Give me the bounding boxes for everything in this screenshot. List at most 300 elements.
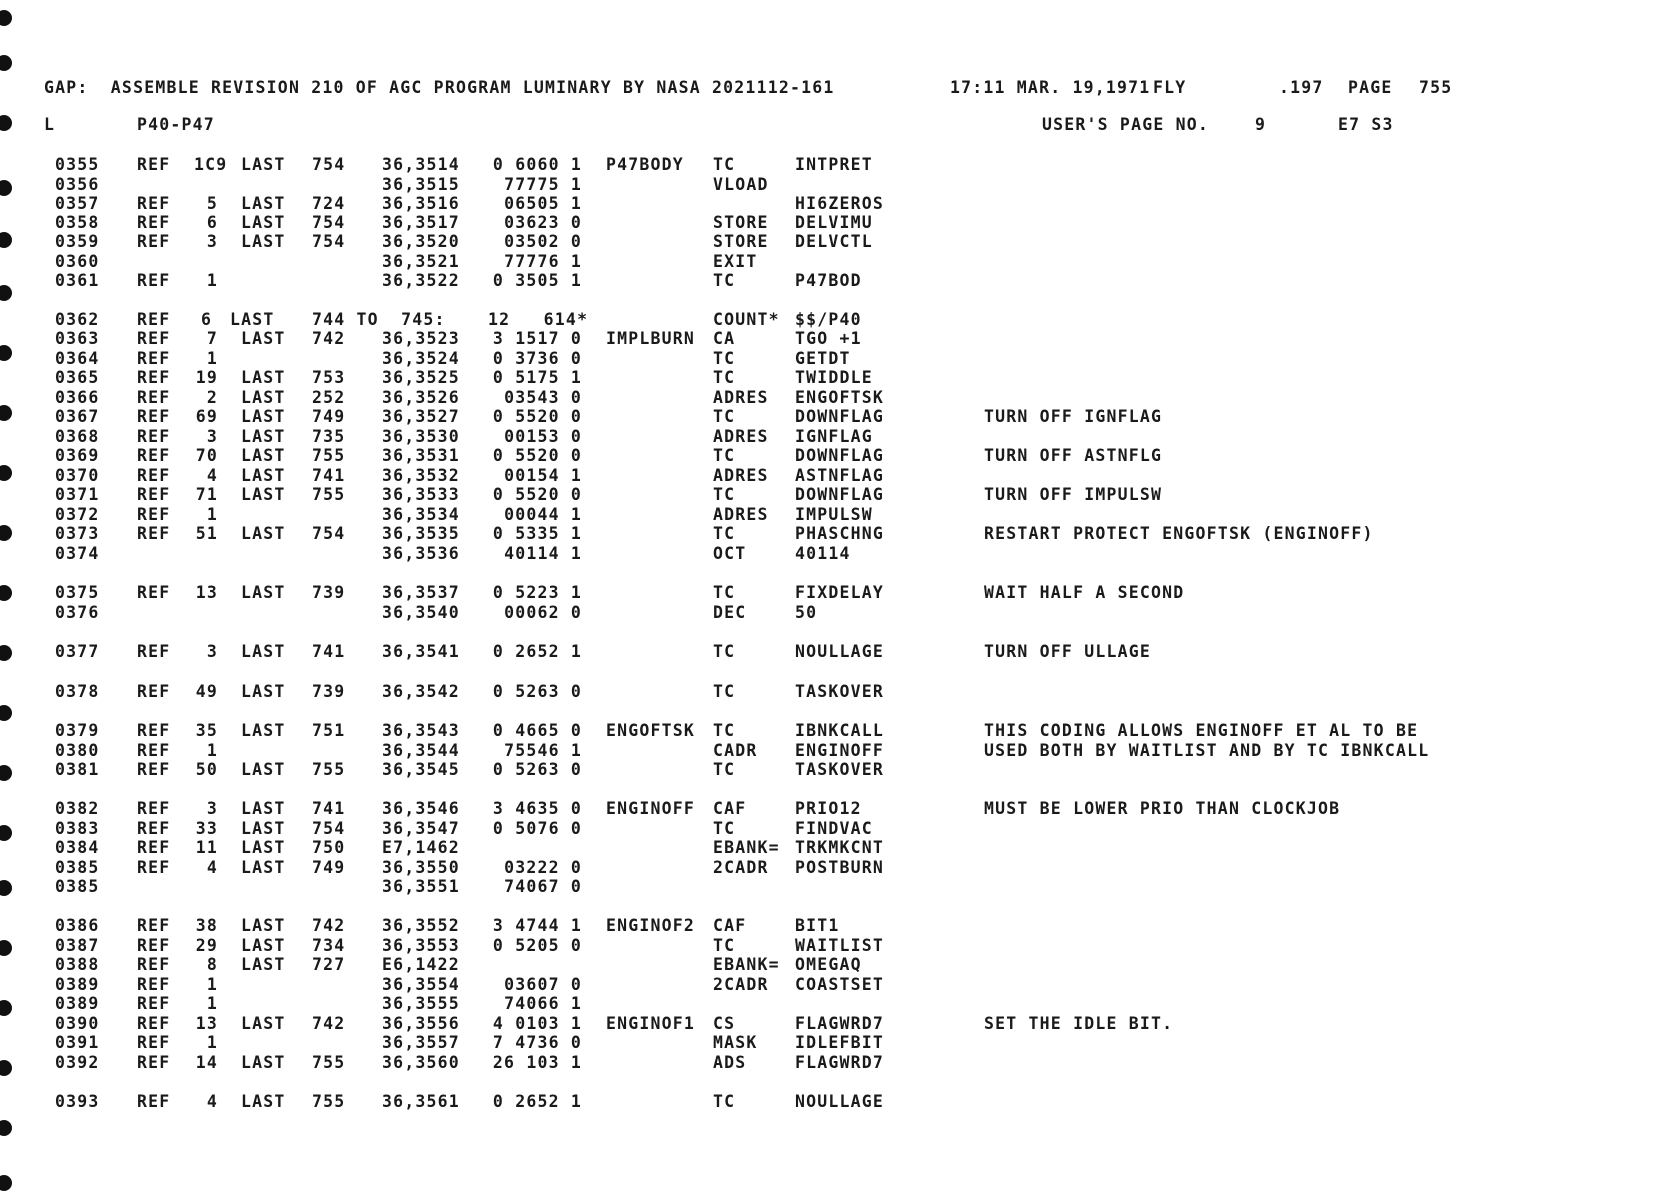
octal-word: 12 614* bbox=[488, 310, 589, 329]
listing-row bbox=[0, 329, 1660, 348]
line-number: 0355 bbox=[55, 155, 100, 174]
octal-word: 03607 0 bbox=[504, 975, 582, 994]
last-page: 734 bbox=[312, 936, 346, 955]
ref-keyword: REF bbox=[137, 1053, 171, 1072]
last-page: 741 bbox=[312, 466, 346, 485]
line-number: 0382 bbox=[55, 799, 100, 818]
label: P47BODY bbox=[606, 155, 684, 174]
label: ENGINOF1 bbox=[606, 1014, 696, 1033]
listing-row bbox=[0, 175, 1660, 194]
ref-count: 50 bbox=[195, 760, 218, 779]
ref-keyword: REF bbox=[137, 819, 171, 838]
opcode: EXIT bbox=[713, 252, 758, 271]
address: 36,3555 bbox=[382, 994, 460, 1013]
line-number: 0388 bbox=[55, 955, 100, 974]
ref-keyword: REF bbox=[137, 427, 171, 446]
octal-word: 0 5335 1 bbox=[492, 524, 582, 543]
opcode: MASK bbox=[713, 1033, 758, 1052]
ref-count: 4 bbox=[206, 858, 218, 877]
last-keyword: LAST bbox=[241, 524, 286, 543]
octal-word: 77775 1 bbox=[504, 175, 582, 194]
ref-keyword: REF bbox=[137, 760, 171, 779]
ref-keyword: REF bbox=[137, 583, 171, 602]
ref-count: 1 bbox=[206, 994, 218, 1013]
address: 36,3553 bbox=[382, 936, 460, 955]
line-number: 0390 bbox=[55, 1014, 100, 1033]
address: 36,3520 bbox=[382, 232, 460, 251]
ref-keyword: REF bbox=[137, 232, 171, 251]
address: 36,3540 bbox=[382, 603, 460, 622]
opcode: STORE bbox=[713, 232, 769, 251]
operand: GETDT bbox=[795, 349, 851, 368]
label: IMPLBURN bbox=[606, 329, 696, 348]
address: 36,3524 bbox=[382, 349, 460, 368]
last-keyword: LAST bbox=[241, 368, 286, 387]
ref-keyword: REF bbox=[137, 916, 171, 935]
last-keyword: LAST bbox=[241, 213, 286, 232]
bank-id: E7 S3 bbox=[1338, 115, 1394, 134]
ref-keyword: REF bbox=[137, 446, 171, 465]
octal-word: 0 3736 0 bbox=[492, 349, 582, 368]
opcode: CADR bbox=[713, 741, 758, 760]
last-keyword: LAST bbox=[241, 155, 286, 174]
operand: IGNFLAG bbox=[795, 427, 873, 446]
address: 36,3515 bbox=[382, 175, 460, 194]
address: 36,3556 bbox=[382, 1014, 460, 1033]
line-number: 0373 bbox=[55, 524, 100, 543]
operand: DELVCTL bbox=[795, 232, 873, 251]
last-keyword: LAST bbox=[241, 955, 286, 974]
operand: DOWNFLAG bbox=[795, 446, 885, 465]
opcode: VLOAD bbox=[713, 175, 769, 194]
last-keyword: LAST bbox=[241, 194, 286, 213]
last-keyword: LAST bbox=[241, 642, 286, 661]
last-keyword: LAST bbox=[241, 760, 286, 779]
opcode: TC bbox=[713, 1092, 736, 1111]
address: 36,3535 bbox=[382, 524, 460, 543]
page-number: 755 bbox=[1419, 78, 1453, 97]
opcode: TC bbox=[713, 524, 736, 543]
last-page: 755 bbox=[312, 485, 346, 504]
ref-keyword: REF bbox=[137, 955, 171, 974]
operand: TASKOVER bbox=[795, 760, 885, 779]
line-number: 0385 bbox=[55, 877, 100, 896]
operand: P47BOD bbox=[795, 271, 862, 290]
last-page: 754 bbox=[312, 819, 346, 838]
last-page: 727 bbox=[312, 955, 346, 974]
line-number: 0359 bbox=[55, 232, 100, 251]
last-page: 750 bbox=[312, 838, 346, 857]
line-number: 0392 bbox=[55, 1053, 100, 1072]
octal-word: 0 5263 0 bbox=[492, 682, 582, 701]
comment: TURN OFF ULLAGE bbox=[984, 642, 1152, 661]
ref-count: 7 bbox=[206, 329, 218, 348]
listing-row bbox=[0, 760, 1660, 779]
line-number: 0372 bbox=[55, 505, 100, 524]
ref-count: 3 bbox=[206, 642, 218, 661]
last-page: 742 bbox=[312, 916, 346, 935]
operand: TWIDDLE bbox=[795, 368, 873, 387]
line-number: 0362 bbox=[55, 310, 100, 329]
last-keyword: LAST bbox=[241, 1092, 286, 1111]
address: 36,3536 bbox=[382, 544, 460, 563]
octal-word: 0 5520 0 bbox=[492, 446, 582, 465]
octal-word: 0 5520 0 bbox=[492, 485, 582, 504]
ref-count: 6 bbox=[201, 310, 213, 329]
opcode: CAF bbox=[713, 916, 747, 935]
opcode: TC bbox=[713, 349, 736, 368]
address: 36,3523 bbox=[382, 329, 460, 348]
address: 36,3530 bbox=[382, 427, 460, 446]
ref-keyword: REF bbox=[137, 524, 171, 543]
address: 36,3557 bbox=[382, 1033, 460, 1052]
ref-keyword: REF bbox=[137, 485, 171, 504]
last-keyword: LAST bbox=[241, 936, 286, 955]
listing-row bbox=[0, 1033, 1660, 1052]
octal-word: 40114 1 bbox=[504, 544, 582, 563]
ref-keyword: REF bbox=[137, 838, 171, 857]
listing-row bbox=[0, 388, 1660, 407]
octal-word: 0 2652 1 bbox=[492, 642, 582, 661]
last-keyword: LAST bbox=[241, 916, 286, 935]
listing-row bbox=[0, 310, 1660, 329]
operand: INTPRET bbox=[795, 155, 873, 174]
users-page-number: 9 bbox=[1255, 115, 1267, 134]
ref-count: 14 bbox=[195, 1053, 218, 1072]
address: 36,3551 bbox=[382, 877, 460, 896]
listing-row bbox=[0, 583, 1660, 602]
octal-word: 3 4635 0 bbox=[492, 799, 582, 818]
line-number: 0360 bbox=[55, 252, 100, 271]
ref-keyword: REF bbox=[137, 505, 171, 524]
operand: WAITLIST bbox=[795, 936, 885, 955]
operand: COASTSET bbox=[795, 975, 885, 994]
listing-row bbox=[0, 936, 1660, 955]
line-number: 0374 bbox=[55, 544, 100, 563]
last-page: 754 bbox=[312, 232, 346, 251]
ref-count: 6 bbox=[206, 213, 218, 232]
opcode: ADRES bbox=[713, 388, 769, 407]
listing-row bbox=[0, 446, 1660, 465]
address: 36,3550 bbox=[382, 858, 460, 877]
ref-count: 3 bbox=[206, 799, 218, 818]
address: 36,3521 bbox=[382, 252, 460, 271]
operand: TASKOVER bbox=[795, 682, 885, 701]
opcode: CS bbox=[713, 1014, 736, 1033]
octal-word: 4 0103 1 bbox=[492, 1014, 582, 1033]
octal-word: 03502 0 bbox=[504, 232, 582, 251]
opcode: TC bbox=[713, 485, 736, 504]
last-keyword: LAST bbox=[241, 799, 286, 818]
octal-word: 3 1517 0 bbox=[492, 329, 582, 348]
listing-row bbox=[0, 838, 1660, 857]
line-number: 0357 bbox=[55, 194, 100, 213]
ref-count: 70 bbox=[195, 446, 218, 465]
octal-word: 0 6060 1 bbox=[492, 155, 582, 174]
octal-word: 03543 0 bbox=[504, 388, 582, 407]
line-number: 0361 bbox=[55, 271, 100, 290]
listing-row bbox=[0, 524, 1660, 543]
listing-row bbox=[0, 349, 1660, 368]
last-page: 754 bbox=[312, 524, 346, 543]
ref-count: 29 bbox=[195, 936, 218, 955]
ref-keyword: REF bbox=[137, 388, 171, 407]
ref-count: 13 bbox=[195, 1014, 218, 1033]
operand: DOWNFLAG bbox=[795, 407, 885, 426]
line-number: 0389 bbox=[55, 994, 100, 1013]
last-page: 739 bbox=[312, 583, 346, 602]
listing-row bbox=[0, 799, 1660, 818]
operand: IBNKCALL bbox=[795, 721, 885, 740]
line-number: 0367 bbox=[55, 407, 100, 426]
ref-keyword: REF bbox=[137, 642, 171, 661]
ref-count: 51 bbox=[195, 524, 218, 543]
last-keyword: LAST bbox=[241, 1014, 286, 1033]
operand: POSTBURN bbox=[795, 858, 885, 877]
label: ENGINOF2 bbox=[606, 916, 696, 935]
line-number: 0371 bbox=[55, 485, 100, 504]
ref-keyword: REF bbox=[137, 310, 171, 329]
last-page: 753 bbox=[312, 368, 346, 387]
address: 36,3561 bbox=[382, 1092, 460, 1111]
listing-row bbox=[0, 955, 1660, 974]
last-keyword: LAST bbox=[241, 407, 286, 426]
ref-count: 1 bbox=[206, 505, 218, 524]
line-number: 0377 bbox=[55, 642, 100, 661]
listing-row bbox=[0, 603, 1660, 622]
line-number: 0378 bbox=[55, 682, 100, 701]
listing-row bbox=[0, 682, 1660, 701]
opcode: EBANK= bbox=[713, 838, 780, 857]
listing-row bbox=[0, 916, 1660, 935]
ref-count: 35 bbox=[195, 721, 218, 740]
operand: OMEGAQ bbox=[795, 955, 862, 974]
ref-keyword: REF bbox=[137, 936, 171, 955]
listing-row bbox=[0, 721, 1660, 740]
octal-word: 0 2652 1 bbox=[492, 1092, 582, 1111]
opcode: TC bbox=[713, 819, 736, 838]
operand: PRIO12 bbox=[795, 799, 862, 818]
last-page: 724 bbox=[312, 194, 346, 213]
listing-row bbox=[0, 877, 1660, 896]
operand: FLAGWRD7 bbox=[795, 1014, 885, 1033]
last-page: 742 bbox=[312, 329, 346, 348]
operand: ASTNFLAG bbox=[795, 466, 885, 485]
operand: TRKMKCNT bbox=[795, 838, 885, 857]
listing-row bbox=[0, 505, 1660, 524]
ref-keyword: REF bbox=[137, 799, 171, 818]
opcode: TC bbox=[713, 446, 736, 465]
last-page: 754 bbox=[312, 155, 346, 174]
opcode: TC bbox=[713, 682, 736, 701]
address: 36,3541 bbox=[382, 642, 460, 661]
last-page: 735 bbox=[312, 427, 346, 446]
label: ENGINOFF bbox=[606, 799, 696, 818]
listing-row bbox=[0, 1092, 1660, 1111]
opcode: TC bbox=[713, 642, 736, 661]
comment: SET THE IDLE BIT. bbox=[984, 1014, 1174, 1033]
line-number: 0364 bbox=[55, 349, 100, 368]
listing-row bbox=[0, 155, 1660, 174]
line-number: 0387 bbox=[55, 936, 100, 955]
ref-count: 13 bbox=[195, 583, 218, 602]
last-keyword: LAST bbox=[241, 466, 286, 485]
last-keyword: LAST bbox=[241, 819, 286, 838]
line-number: 0368 bbox=[55, 427, 100, 446]
listing-row bbox=[0, 1014, 1660, 1033]
address: 36,3542 bbox=[382, 682, 460, 701]
opcode: EBANK= bbox=[713, 955, 780, 974]
listing-row bbox=[0, 819, 1660, 838]
listing-row bbox=[0, 213, 1660, 232]
page-label: PAGE bbox=[1348, 78, 1393, 97]
line-number: 0391 bbox=[55, 1033, 100, 1052]
last-keyword: LAST bbox=[241, 388, 286, 407]
operand: FIXDELAY bbox=[795, 583, 885, 602]
octal-word: 77776 1 bbox=[504, 252, 582, 271]
last-page: 742 bbox=[312, 1014, 346, 1033]
operand: TGO +1 bbox=[795, 329, 862, 348]
operand: $$/P40 bbox=[795, 310, 862, 329]
address: 36,3522 bbox=[382, 271, 460, 290]
ref-keyword: REF bbox=[137, 271, 171, 290]
line-number: 0358 bbox=[55, 213, 100, 232]
address: 36,3545 bbox=[382, 760, 460, 779]
opcode: STORE bbox=[713, 213, 769, 232]
last-page: 755 bbox=[312, 446, 346, 465]
octal-word: 26 103 1 bbox=[492, 1053, 582, 1072]
address: 36,3552 bbox=[382, 916, 460, 935]
opcode: TC bbox=[713, 368, 736, 387]
ref-count: 2 bbox=[206, 388, 218, 407]
line-number: 0393 bbox=[55, 1092, 100, 1111]
address: 36,3527 bbox=[382, 407, 460, 426]
opcode: TC bbox=[713, 760, 736, 779]
octal-word: 7 4736 0 bbox=[492, 1033, 582, 1052]
operand: FLAGWRD7 bbox=[795, 1053, 885, 1072]
opcode: OCT bbox=[713, 544, 747, 563]
opcode: 2CADR bbox=[713, 975, 769, 994]
operand: PHASCHNG bbox=[795, 524, 885, 543]
comment: THIS CODING ALLOWS ENGINOFF ET AL TO BE bbox=[984, 721, 1419, 740]
ref-keyword: REF bbox=[137, 1033, 171, 1052]
ref-keyword: REF bbox=[137, 721, 171, 740]
operand: ENGOFTSK bbox=[795, 388, 885, 407]
address: 36,3547 bbox=[382, 819, 460, 838]
ref-count: 11 bbox=[195, 838, 218, 857]
address: 36,3525 bbox=[382, 368, 460, 387]
line-number: 0379 bbox=[55, 721, 100, 740]
address: 36,3544 bbox=[382, 741, 460, 760]
line-number: 0389 bbox=[55, 975, 100, 994]
operand: IMPULSW bbox=[795, 505, 873, 524]
address: 36,3546 bbox=[382, 799, 460, 818]
operand: BIT1 bbox=[795, 916, 840, 935]
listing-row bbox=[0, 544, 1660, 563]
line-number: 0381 bbox=[55, 760, 100, 779]
listing-row bbox=[0, 407, 1660, 426]
line-number: 0366 bbox=[55, 388, 100, 407]
last-page: 741 bbox=[312, 642, 346, 661]
last-keyword: LAST bbox=[241, 232, 286, 251]
assembly-title: GAP: ASSEMBLE REVISION 210 OF AGC PROGRAM LUMINARY BY NASA 2021112-161 bbox=[44, 78, 835, 97]
address: 36,3517 bbox=[382, 213, 460, 232]
ref-count: 1 bbox=[206, 975, 218, 994]
ref-keyword: REF bbox=[137, 741, 171, 760]
line-number: 0380 bbox=[55, 741, 100, 760]
address: 36,3554 bbox=[382, 975, 460, 994]
line-number: 0383 bbox=[55, 819, 100, 838]
ref-count: 33 bbox=[195, 819, 218, 838]
comment: TURN OFF ASTNFLG bbox=[984, 446, 1163, 465]
comment: MUST BE LOWER PRIO THAN CLOCKJOB bbox=[984, 799, 1341, 818]
address: E7,1462 bbox=[382, 838, 460, 857]
operand: NOULLAGE bbox=[795, 1092, 885, 1111]
line-number: 0385 bbox=[55, 858, 100, 877]
last-page: 754 bbox=[312, 213, 346, 232]
last-page: 749 bbox=[312, 858, 346, 877]
users-page-label: USER'S PAGE NO. bbox=[1042, 115, 1210, 134]
ref-keyword: REF bbox=[137, 329, 171, 348]
opcode: ADS bbox=[713, 1053, 747, 1072]
line-number: 0370 bbox=[55, 466, 100, 485]
octal-word: 00044 1 bbox=[504, 505, 582, 524]
assembly-mode: FLY bbox=[1153, 78, 1187, 97]
octal-word: 3 4744 1 bbox=[492, 916, 582, 935]
address: 36,3543 bbox=[382, 721, 460, 740]
octal-word: 74066 1 bbox=[504, 994, 582, 1013]
ref-count: 19 bbox=[195, 368, 218, 387]
ref-keyword: REF bbox=[137, 407, 171, 426]
operand: NOULLAGE bbox=[795, 642, 885, 661]
left-marker: L bbox=[44, 115, 56, 134]
opcode: ADRES bbox=[713, 466, 769, 485]
listing-row bbox=[0, 466, 1660, 485]
ref-keyword: REF bbox=[137, 682, 171, 701]
ref-keyword: REF bbox=[137, 1092, 171, 1111]
ref-keyword: REF bbox=[137, 368, 171, 387]
ref-count: 71 bbox=[195, 485, 218, 504]
opcode: TC bbox=[713, 936, 736, 955]
octal-word: 00062 0 bbox=[504, 603, 582, 622]
octal-word: 00153 0 bbox=[504, 427, 582, 446]
listing-row bbox=[0, 368, 1660, 387]
assembly-datetime: 17:11 MAR. 19,1971 bbox=[950, 78, 1151, 97]
ref-count: 1 bbox=[206, 271, 218, 290]
octal-word: 0 3505 1 bbox=[492, 271, 582, 290]
ref-keyword: REF bbox=[137, 466, 171, 485]
ref-count: 3 bbox=[206, 232, 218, 251]
octal-word: 00154 1 bbox=[504, 466, 582, 485]
last-page: 252 bbox=[312, 388, 346, 407]
last-page: 739 bbox=[312, 682, 346, 701]
last-keyword: LAST bbox=[230, 310, 275, 329]
opcode: CAF bbox=[713, 799, 747, 818]
listing-row bbox=[0, 1053, 1660, 1072]
ref-count: 3 bbox=[206, 427, 218, 446]
ref-keyword: REF bbox=[137, 155, 171, 174]
line-number: 0356 bbox=[55, 175, 100, 194]
address: E6,1422 bbox=[382, 955, 460, 974]
octal-word: 06505 1 bbox=[504, 194, 582, 213]
address: 36,3516 bbox=[382, 194, 460, 213]
octal-word: 0 5520 0 bbox=[492, 407, 582, 426]
operand: HI6ZEROS bbox=[795, 194, 885, 213]
last-page: 749 bbox=[312, 407, 346, 426]
octal-word: 0 5076 0 bbox=[492, 819, 582, 838]
last-keyword: LAST bbox=[241, 1053, 286, 1072]
listing-row bbox=[0, 975, 1660, 994]
